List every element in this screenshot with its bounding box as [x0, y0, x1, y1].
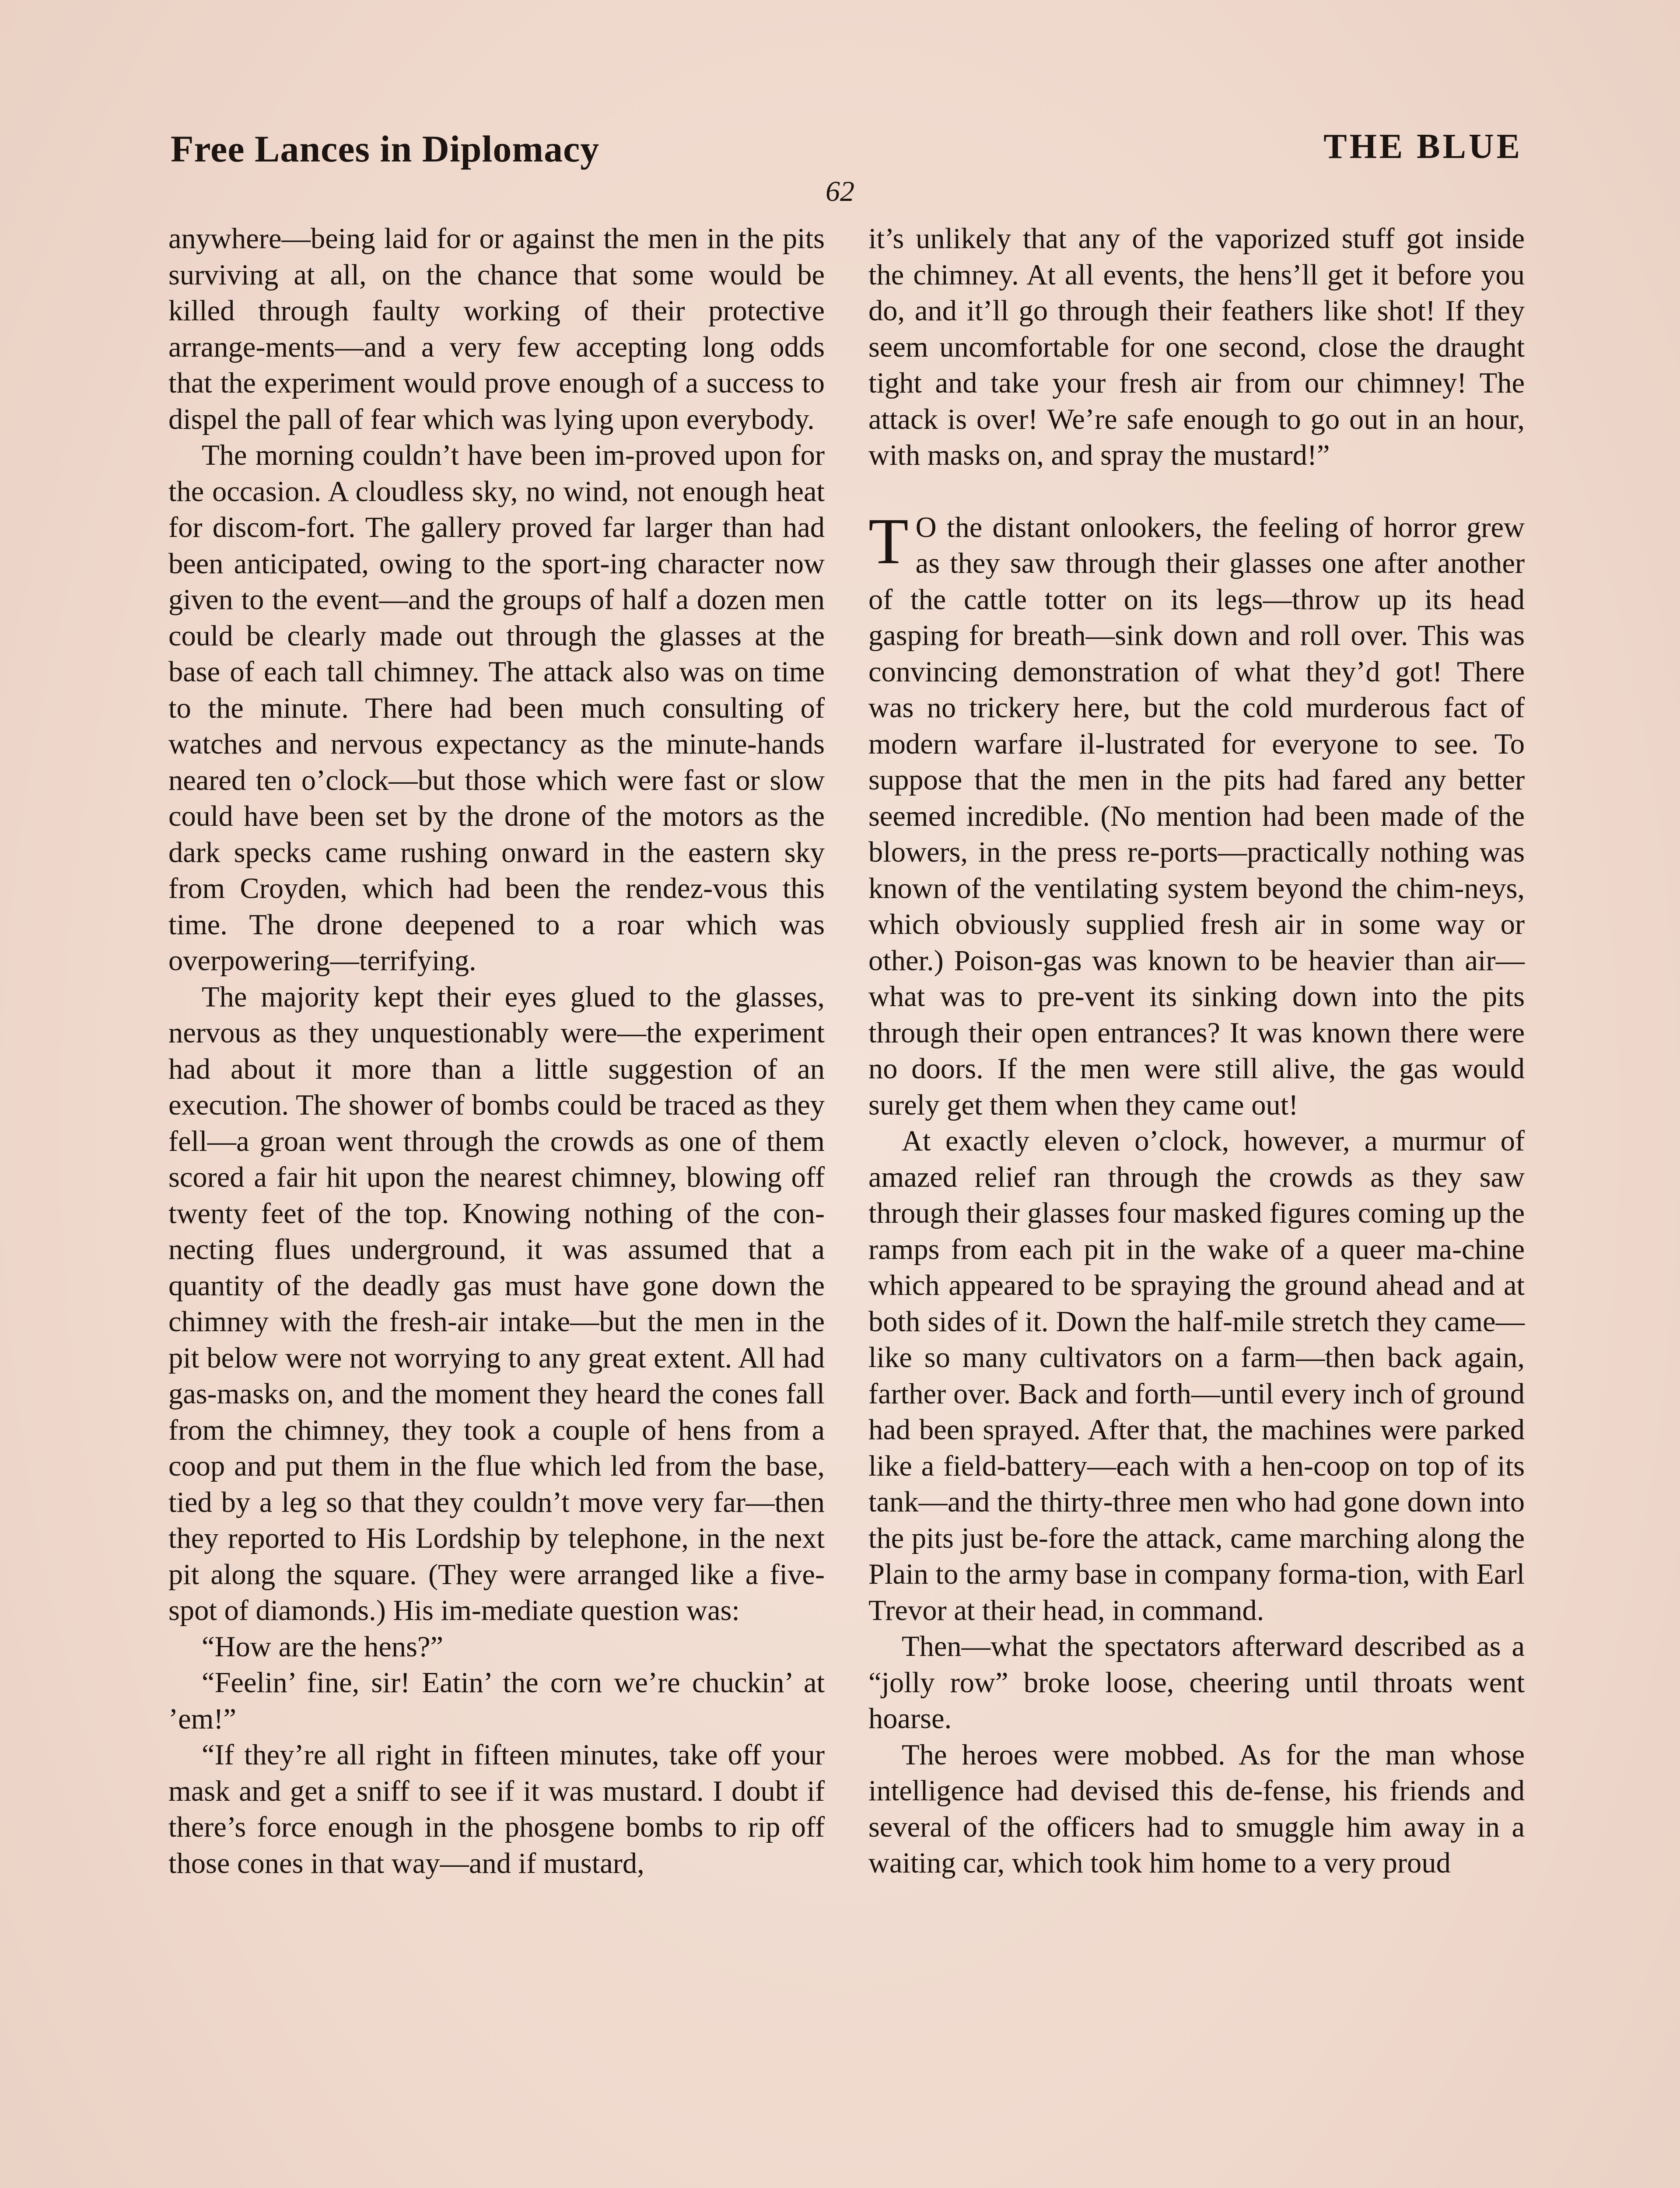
paragraph: Then—what the spectators afterward described as a “jolly row” broke loose, cheering until throats went hoarse. [868, 1630, 1525, 1735]
paragraph: it’s unlikely that any of the vaporized stuff got inside the chimney. At all events, the hens’ll get it before you do, and it’ll go through their feathers like shot! If they seem uncomfortable for one second, close the draught tight and take your fresh air from our chimney! The attack is over! We’re safe enough to go out in an hour, with masks on, and spray the mustard!” [868, 223, 1525, 471]
paragraph: anywhere—being laid for or against the men in the pits surviving at all, on the chance that some would be killed through faulty working of their protective arrange-ments—and a very few accepting long odds that the experiment would prove enough of a success to dispel the pall of fear which was lying upon everybody. [168, 223, 825, 435]
paragraph: “How are the hens?” [202, 1630, 444, 1663]
paragraph: “Feelin’ fine, sir! Eatin’ the corn we’re chuckin’ at ’em!” [168, 1667, 825, 1735]
page-number: 62 [826, 175, 854, 207]
running-head [171, 127, 1522, 175]
section-opening-text: O the distant onlookers, the feeling of horror grew as they saw through their glasses one after another of the cattle totter on its legs—throw up its head gasping for breath—sink down and roll over. This was convincing demonstration of what they’d got! There was no trickery here, but the cold murderous fact of modern warfare il-lustrated for everyone to see. To suppose that the men in the pits had fared any better seemed incredible. (No mention had been made of the blowers, in the press re-ports—practically nothing was known of the ventilating system beyond the chim-neys, which obviously supplied fresh air in some way or other.) Poison-gas was known to be heavier than air—what was to pre-vent its sinking down into the pits through their open entrances? It was known there were no doors. If the men were still alive, the gas would surely get them when they came out! [868, 511, 1525, 1121]
paragraph: The heroes were mobbed. As for the man whose intelligence had devised this de-fense, his friends and several of the officers had to smuggle him away in a waiting car, which took him home to a very proud [868, 1739, 1525, 1879]
magazine-name: THE BLUE [1323, 127, 1522, 166]
paragraph: The morning couldn’t have been im-proved upon for the occasion. A cloudless sky, no wind, not enough heat for discom-fort. The gallery proved far larger than had been anticipated, owing to the sport-ing character now given to the event—and the groups of half a dozen men could be clearly made out through the glasses at the base of each tall chimney. The attack also was on time to the minute. There had been much consulting of watches and nervous expectancy as the minute-hands neared ten o’clock—but those which were fast or slow could have been set by the drone of the motors as the dark specks came rushing onward in the eastern sky from Croyden, which had been the rendez-vous this time. The drone deepened to a roar which was overpowering—terrifying. [168, 439, 825, 977]
section-opening-paragraph [868, 505, 1525, 1124]
left-column [168, 221, 825, 1882]
story-title: Free Lances in Diplomacy [171, 128, 600, 170]
drop-cap: T [868, 505, 909, 578]
paragraph: The majority kept their eyes glued to the glasses, nervous as they unquestionably were—the experiment had about it more than a little suggestion of an execution. The shower of bombs could be traced as they fell—a groan went through the crowds as one of them scored a fair hit upon the nearest chimney, blowing off twenty feet of the top. Knowing nothing of the con-necting flues underground, it was assumed that a quantity of the deadly gas must have gone down the chimney with the fresh-air intake—but the men in the pit below were not worrying to any great extent. All had gas-masks on, and the moment they heard the cones fall from the chimney, they took a couple of hens from a coop and put them in the flue which led from the base, tied by a leg so that they couldn’t move very far—then they reported to His Lordship by telephone, in the next pit along the square. (They were arranged like a five-spot of diamonds.) His im-mediate question was: [168, 981, 825, 1627]
paragraph: At exactly eleven o’clock, however, a murmur of amazed relief ran through the crowds as they saw through their glasses four masked figures coming up the ramps from each pit in the wake of a queer ma-chine which appeared to be spraying the ground ahead and at both sides of it. Down the half-mile stretch they came—like so many cultivators on a farm—then back again, farther over. Back and forth—until every inch of ground had been sprayed. After that, the machines were parked like a field-battery—each with a hen-coop on top of its tank—and the thirty-three men who had gone down into the pits just be-fore the attack, came marching along the Plain to the army base in company forma-tion, with Earl Trevor at their head, in command. [868, 1125, 1525, 1627]
right-column [868, 221, 1525, 1882]
paragraph: “If they’re all right in fifteen minutes, take off your mask and get a sniff to see if it was mustard. I doubt if there’s force enough in the phosgene bombs to rip off those cones in that way—and if mustard, [168, 1739, 825, 1879]
